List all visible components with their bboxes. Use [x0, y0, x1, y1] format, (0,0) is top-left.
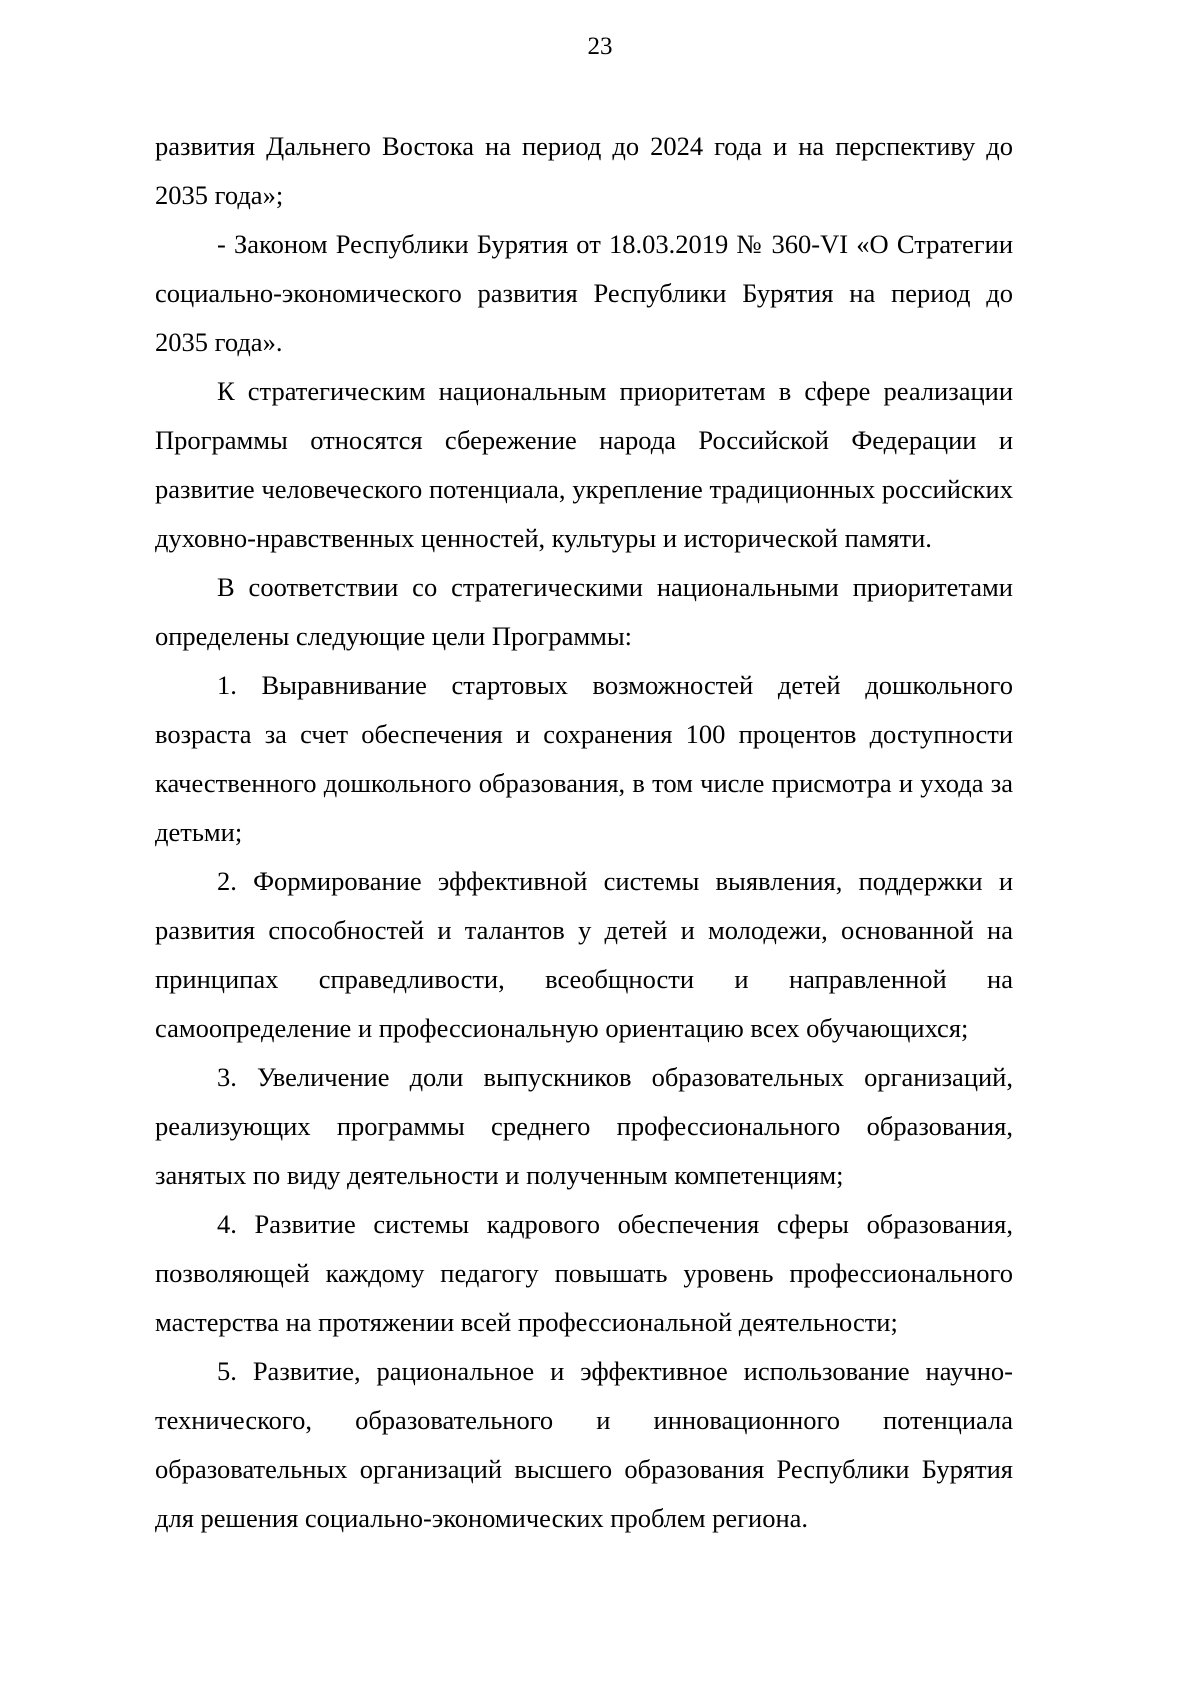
paragraph: - Законом Республики Бурятия от 18.03.2019 № 360-VI «О Стратегии социально-экономического развития Республики Бурятия на период до 2035 года».: [155, 229, 1013, 357]
paragraph: К стратегическим национальным приоритетам в сфере реализации Программы относятся сбережение народа Российской Федерации и развитие человеческого потенциала, укрепление традиционных российских духовно-нравственных ценностей, культуры и исторической памяти.: [155, 376, 1013, 553]
paragraph: В соответствии со стратегическими национальными приоритетами определены следующие цели Программы:: [155, 572, 1013, 651]
list-item: 3. Увеличение доли выпускников образовательных организаций, реализующих программы среднего профессионального образования, занятых по виду деятельности и полученным компетенциям;: [155, 1062, 1013, 1190]
page-number: 23: [587, 33, 613, 60]
list-item: 2. Формирование эффективной системы выявления, поддержки и развития способностей и талантов у детей и молодежи, основанной на принципах справедливости, всеобщности и направленной на самоопределение и профессиональную ориентацию всех обучающихся;: [155, 866, 1013, 1043]
list-item: 5. Развитие, рациональное и эффективное использование научно-технического, образовательного и инновационного потенциала образовательных организаций высшего образования Республики Бурятия для решения социально-экономических проблем региона.: [155, 1356, 1013, 1533]
document-body: [155, 122, 1013, 1543]
paragraph: развития Дальнего Востока на период до 2024 года и на перспективу до 2035 года»;: [155, 131, 1013, 210]
list-item: 1. Выравнивание стартовых возможностей детей дошкольного возраста за счет обеспечения и сохранения 100 процентов доступности качественного дошкольного образования, в том числе присмотра и ухода за детьми;: [155, 670, 1013, 847]
list-item: 4. Развитие системы кадрового обеспечения сферы образования, позволяющей каждому педагогу повышать уровень профессионального мастерства на протяжении всей профессиональной деятельности;: [155, 1209, 1013, 1337]
